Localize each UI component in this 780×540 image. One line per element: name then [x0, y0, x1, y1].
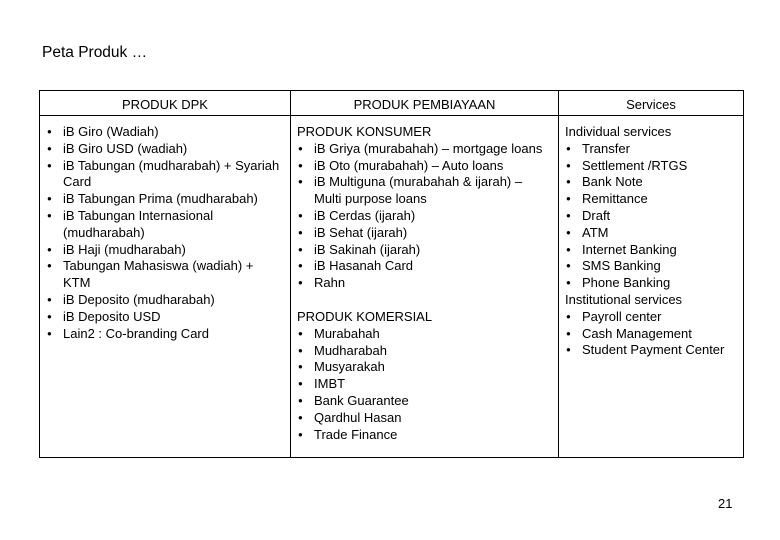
- list-item: ● iB Deposito (mudharabah): [46, 292, 284, 309]
- komersial-heading: PRODUK KOMERSIAL: [297, 308, 433, 324]
- list-item: ● Lain2 : Co-branding Card: [46, 326, 284, 343]
- institutional-services-heading: Institutional services: [565, 291, 683, 307]
- list-item: ● iB Tabungan Prima (mudharabah): [46, 191, 284, 208]
- institutional-services-list: [565, 309, 737, 359]
- dpk-cell: [40, 116, 291, 458]
- list-item: ● iB Giro USD (wadiah): [46, 141, 284, 158]
- list-item: ● Mudharabah: [297, 343, 552, 360]
- list-item: ● Remittance: [565, 191, 737, 208]
- list-item: ● iB Hasanah Card: [297, 258, 552, 275]
- list-item: ● iB Haji (mudharabah): [46, 242, 284, 259]
- list-item: ● iB Sakinah (ijarah): [297, 242, 552, 259]
- header-dpk: PRODUK DPK: [40, 91, 291, 116]
- individual-services-heading: Individual services: [565, 124, 672, 139]
- list-item: ● Draft: [565, 208, 737, 225]
- list-item: ● iB Cerdas (ijarah): [297, 208, 552, 225]
- list-item: ● Musyarakah: [297, 359, 552, 376]
- list-item: ● Settlement /RTGS: [565, 158, 737, 175]
- page-number: 21: [718, 496, 733, 511]
- list-item: ● iB Tabungan (mudharabah) + Syariah Card: [46, 158, 284, 192]
- header-pembiayaan: PRODUK PEMBIAYAAN: [291, 91, 559, 116]
- product-map-table: [39, 90, 744, 458]
- list-item: ● Tabungan Mahasiswa (wadiah) + KTM: [46, 258, 284, 292]
- header-services: Services: [559, 91, 744, 116]
- list-item: ● Bank Note: [565, 174, 737, 191]
- list-item: ● Qardhul Hasan: [297, 410, 552, 427]
- list-item: ● Phone Banking: [565, 275, 737, 292]
- list-item: ● iB Multiguna (murabahah & ijarah) – Multi purpose loans: [297, 174, 552, 208]
- list-item: ● SMS Banking: [565, 258, 737, 275]
- services-cell: [559, 116, 744, 458]
- table-body-row: [40, 116, 744, 458]
- list-item: ● Bank Guarantee: [297, 393, 552, 410]
- konsumer-heading: PRODUK KONSUMER: [297, 124, 432, 139]
- list-item: ● iB Sehat (ijarah): [297, 225, 552, 242]
- list-item: ● iB Giro (Wadiah): [46, 124, 284, 141]
- list-item: ● Student Payment Center: [565, 342, 737, 359]
- list-item: ● iB Tabungan Internasional (mudharabah): [46, 208, 284, 242]
- komersial-list: [297, 326, 552, 444]
- list-item: ● Cash Management: [565, 326, 737, 343]
- konsumer-list: [297, 141, 552, 292]
- table-header-row: [40, 91, 744, 116]
- list-item: ● Transfer: [565, 141, 737, 158]
- page-title: Peta Produk …: [42, 44, 148, 61]
- list-item: ● iB Oto (murabahah) – Auto loans: [297, 158, 552, 175]
- dpk-list: [46, 124, 284, 342]
- list-item: ● Payroll center: [565, 309, 737, 326]
- list-item: ● Trade Finance: [297, 427, 552, 444]
- list-item: ● IMBT: [297, 376, 552, 393]
- list-item: ● ATM: [565, 225, 737, 242]
- list-item: ● Internet Banking: [565, 242, 737, 259]
- list-item: ● iB Griya (murabahah) – mortgage loans: [297, 141, 552, 158]
- list-item: ● Murabahah: [297, 326, 552, 343]
- list-item: ● iB Deposito USD: [46, 309, 284, 326]
- pembiayaan-cell: [291, 116, 559, 458]
- individual-services-list: [565, 141, 737, 292]
- list-item: ● Rahn: [297, 275, 552, 292]
